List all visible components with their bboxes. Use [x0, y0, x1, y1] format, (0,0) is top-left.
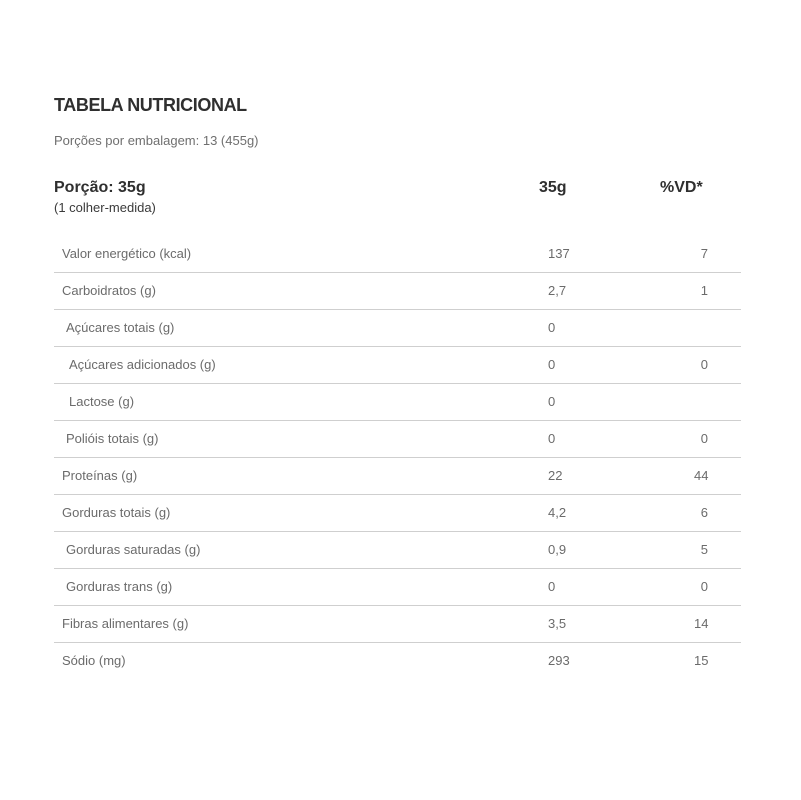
table-row: [54, 643, 741, 679]
portion-label: Porção: 35g: [54, 179, 146, 196]
table-row: [54, 310, 741, 347]
portion-note: (1 colher-medida): [54, 200, 156, 215]
nutrient-name: Valor energético (kcal): [62, 246, 192, 261]
nutrient-daily-value: 44: [694, 468, 709, 483]
nutrient-daily-value: 14: [694, 616, 709, 631]
nutrient-quantity: 0,9: [548, 542, 567, 557]
nutrient-name: Polióis totais (g): [66, 431, 159, 446]
nutrient-name: Gorduras trans (g): [66, 579, 173, 594]
column-header-daily-value: %VD*: [660, 179, 703, 196]
table-header: [54, 178, 741, 236]
nutrient-quantity: 0: [548, 394, 556, 409]
nutrient-quantity: 22: [548, 468, 563, 483]
nutrient-daily-value: 1: [700, 283, 708, 298]
nutrient-quantity: 0: [548, 579, 556, 594]
nutrient-daily-value: 7: [700, 246, 708, 261]
nutrient-quantity: 4,2: [548, 505, 567, 520]
nutrient-quantity: 0: [548, 320, 556, 335]
nutrient-rows: [54, 236, 741, 679]
nutrient-daily-value: 6: [700, 505, 708, 520]
nutrient-name: Lactose (g): [69, 394, 135, 409]
table-row: [54, 532, 741, 569]
table-row: [54, 606, 741, 643]
nutrient-quantity: 293: [548, 653, 570, 668]
table-row: [54, 273, 741, 310]
nutrient-name: Açúcares totais (g): [66, 320, 175, 335]
nutrition-table-panel: [54, 92, 741, 679]
nutrient-quantity: 0: [548, 431, 556, 446]
table-row: [54, 421, 741, 458]
nutrient-quantity: 3,5: [548, 616, 567, 631]
table-row: [54, 569, 741, 606]
nutrient-daily-value: 5: [700, 542, 708, 557]
nutrient-name: Carboidratos (g): [62, 283, 156, 298]
table-row: [54, 495, 741, 532]
page-title: TABELA NUTRICIONAL: [54, 94, 247, 116]
nutrient-daily-value: 15: [694, 653, 709, 668]
nutrient-name: Fibras alimentares (g): [62, 616, 189, 631]
table-row: [54, 384, 741, 421]
nutrient-name: Proteínas (g): [62, 468, 138, 483]
nutrient-quantity: 2,7: [548, 283, 567, 298]
table-row: [54, 347, 741, 384]
column-header-quantity: 35g: [539, 179, 567, 196]
nutrient-daily-value: 0: [700, 431, 708, 446]
nutrient-name: Gorduras saturadas (g): [66, 542, 201, 557]
nutrient-daily-value: 0: [700, 357, 708, 372]
nutrient-quantity: 137: [548, 246, 570, 261]
servings-per-package: Porções por embalagem: 13 (455g): [54, 133, 259, 148]
table-row: [54, 458, 741, 495]
nutrient-name: Açúcares adicionados (g): [69, 357, 216, 372]
nutrient-daily-value: 0: [700, 579, 708, 594]
nutrient-name: Sódio (mg): [62, 653, 126, 668]
table-row: [54, 236, 741, 273]
nutrient-quantity: 0: [548, 357, 556, 372]
nutrient-name: Gorduras totais (g): [62, 505, 171, 520]
